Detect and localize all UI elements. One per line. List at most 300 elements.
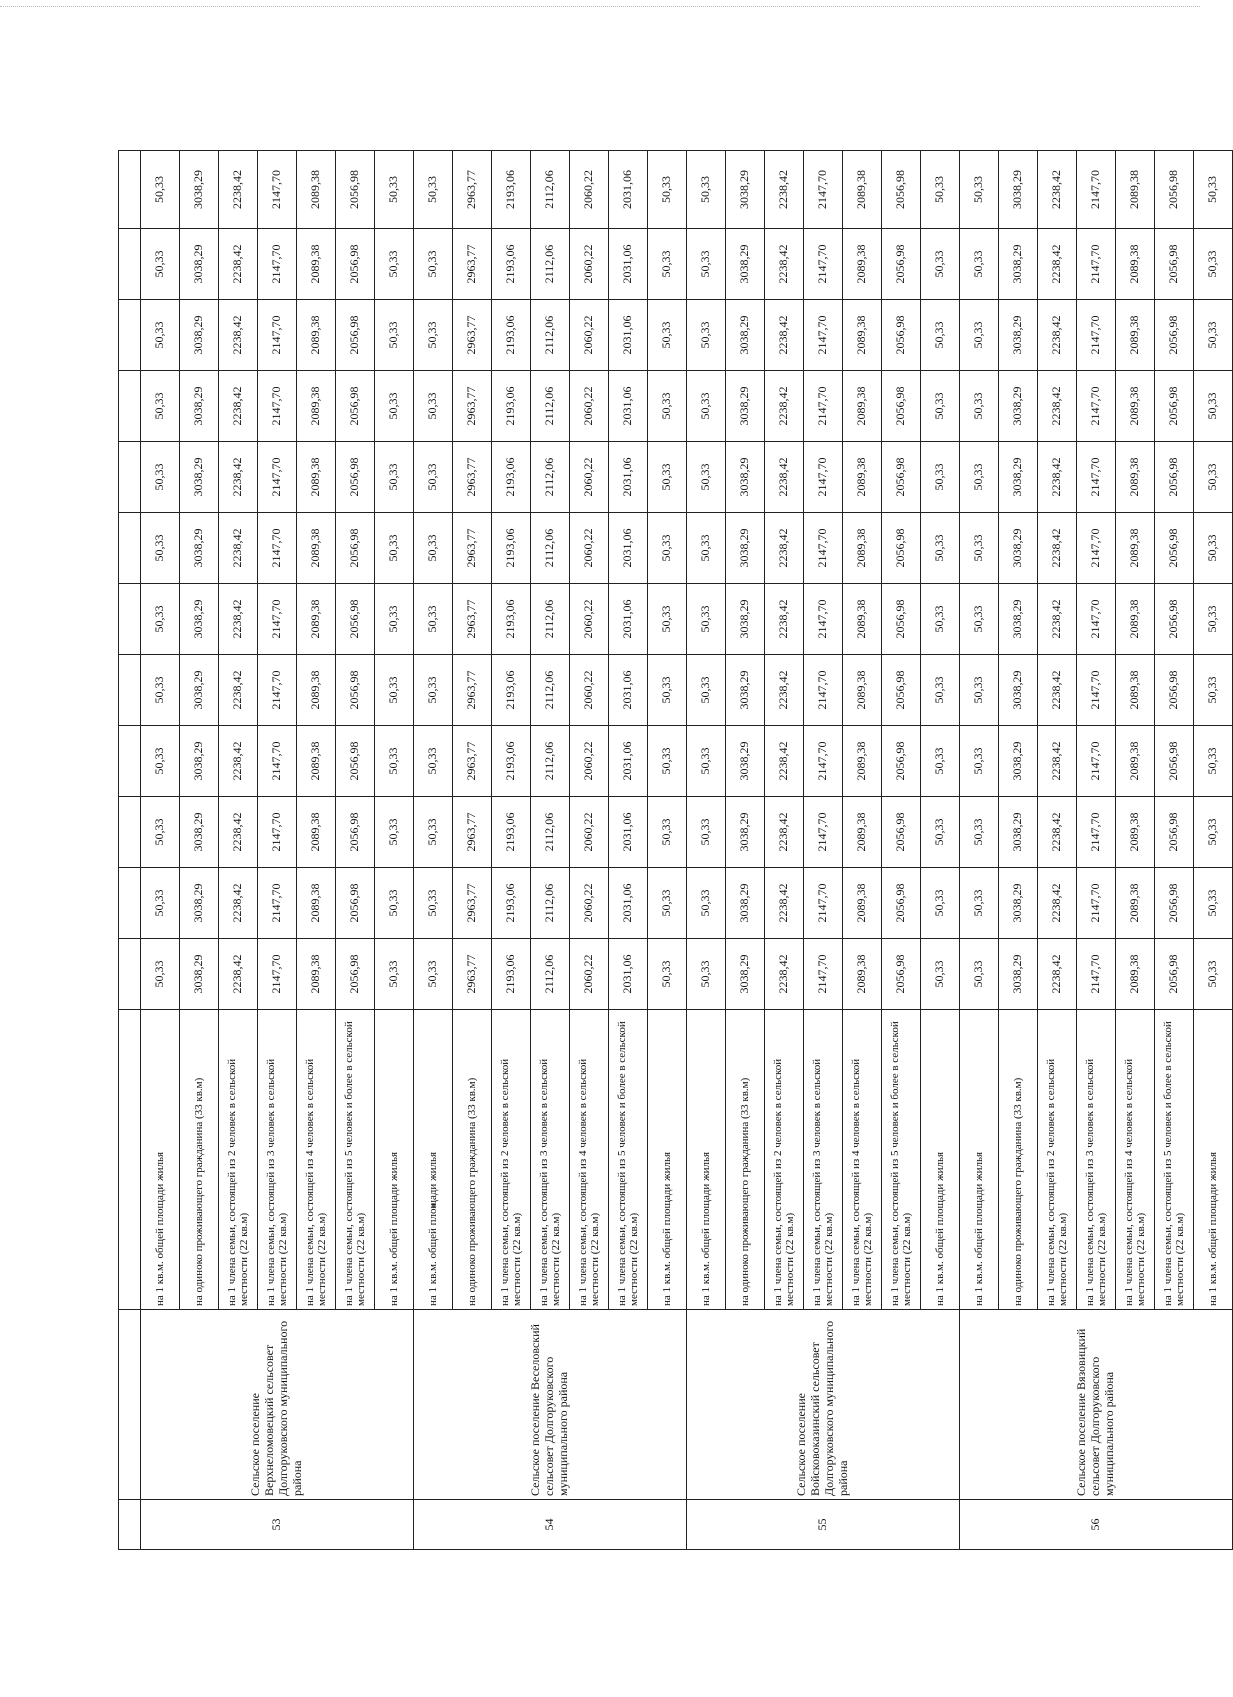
value-cell: 2056,98 <box>1155 371 1194 442</box>
value-cell: 50,33 <box>687 513 726 584</box>
value-cell: 2089,38 <box>843 939 882 1010</box>
value-cell: 50,33 <box>375 868 414 939</box>
value-cell: 2238,42 <box>1038 151 1077 229</box>
value-cell: 2238,42 <box>765 229 804 300</box>
value-cell: 50,33 <box>687 151 726 229</box>
value-cell: 50,33 <box>1194 513 1233 584</box>
value-cell: 2112,06 <box>531 229 570 300</box>
row-label: на 1 кв.м. общей площади жилья <box>687 1010 726 1310</box>
value-cell: 2238,42 <box>1038 584 1077 655</box>
value-cell: 3038,29 <box>180 371 219 442</box>
value-cell: 50,33 <box>648 726 687 797</box>
value-cell: 2089,38 <box>843 797 882 868</box>
value-cell: 2238,42 <box>219 513 258 584</box>
value-cell: 50,33 <box>414 300 453 371</box>
header-cell <box>119 1310 141 1500</box>
value-cell: 50,33 <box>921 797 960 868</box>
value-cell: 2089,38 <box>297 726 336 797</box>
header-cell <box>119 513 141 584</box>
row-number: 55 <box>687 1500 960 1550</box>
value-cell: 50,33 <box>414 868 453 939</box>
value-cell: 2193,06 <box>492 300 531 371</box>
value-cell: 2056,98 <box>882 868 921 939</box>
value-cell: 3038,29 <box>726 868 765 939</box>
value-cell: 50,33 <box>960 300 999 371</box>
row-number: 56 <box>960 1500 1233 1550</box>
value-cell: 2056,98 <box>1155 726 1194 797</box>
value-cell: 50,33 <box>648 655 687 726</box>
value-cell: 2238,42 <box>765 442 804 513</box>
value-cell: 50,33 <box>648 584 687 655</box>
row-label: на 1 члена семьи, состоящей из 5 человек и более в сельской местности (22 кв.м) <box>1155 1010 1194 1310</box>
value-cell: 3038,29 <box>180 868 219 939</box>
value-cell: 50,33 <box>648 797 687 868</box>
value-cell: 2031,06 <box>609 655 648 726</box>
value-cell: 50,33 <box>648 442 687 513</box>
value-cell: 3038,29 <box>726 151 765 229</box>
value-cell: 50,33 <box>414 797 453 868</box>
value-cell: 3038,29 <box>726 300 765 371</box>
value-cell: 2147,70 <box>1077 513 1116 584</box>
value-cell: 2147,70 <box>804 442 843 513</box>
value-cell: 3038,29 <box>999 584 1038 655</box>
value-cell: 2963,77 <box>453 868 492 939</box>
value-cell: 3038,29 <box>999 726 1038 797</box>
value-cell: 2089,38 <box>843 442 882 513</box>
value-cell: 2031,06 <box>609 371 648 442</box>
value-cell: 50,33 <box>414 442 453 513</box>
value-cell: 2147,70 <box>258 726 297 797</box>
value-cell: 2056,98 <box>882 229 921 300</box>
value-cell: 2147,70 <box>804 868 843 939</box>
value-cell: 50,33 <box>141 868 180 939</box>
value-cell: 50,33 <box>960 797 999 868</box>
value-cell: 50,33 <box>1194 868 1233 939</box>
value-cell: 2089,38 <box>843 513 882 584</box>
value-cell: 2147,70 <box>804 584 843 655</box>
value-cell: 3038,29 <box>180 229 219 300</box>
value-cell: 2238,42 <box>765 371 804 442</box>
row-label: на 1 члена семьи, состоящей из 5 человек и более в сельской местности (22 кв.м) <box>882 1010 921 1310</box>
value-cell: 2238,42 <box>219 939 258 1010</box>
value-cell: 50,33 <box>375 229 414 300</box>
value-cell: 2147,70 <box>1077 442 1116 513</box>
value-cell: 3038,29 <box>999 442 1038 513</box>
value-cell: 3038,29 <box>726 726 765 797</box>
value-cell: 2089,38 <box>843 300 882 371</box>
value-cell: 2112,06 <box>531 300 570 371</box>
value-cell: 2147,70 <box>1077 939 1116 1010</box>
value-cell: 2031,06 <box>609 868 648 939</box>
value-cell: 2963,77 <box>453 584 492 655</box>
row-label: на 1 члена семьи, состоящей из 3 человек в сельской местности (22 кв.м) <box>531 1010 570 1310</box>
value-cell: 2112,06 <box>531 584 570 655</box>
value-cell: 2089,38 <box>297 371 336 442</box>
value-cell: 2238,42 <box>1038 726 1077 797</box>
value-cell: 2056,98 <box>336 797 375 868</box>
value-cell: 50,33 <box>687 868 726 939</box>
value-cell: 50,33 <box>1194 442 1233 513</box>
value-cell: 2238,42 <box>765 868 804 939</box>
value-cell: 2060,22 <box>570 939 609 1010</box>
value-cell: 2238,42 <box>1038 371 1077 442</box>
row-label: на одиноко проживающего гражданина (33 кв.м) <box>999 1010 1038 1310</box>
value-cell: 2238,42 <box>765 939 804 1010</box>
value-cell: 50,33 <box>687 726 726 797</box>
value-cell: 2963,77 <box>453 726 492 797</box>
value-cell: 2056,98 <box>336 300 375 371</box>
value-cell: 50,33 <box>960 726 999 797</box>
value-cell: 2147,70 <box>258 655 297 726</box>
value-cell: 3038,29 <box>180 151 219 229</box>
value-cell: 2238,42 <box>219 151 258 229</box>
value-cell: 2056,98 <box>1155 939 1194 1010</box>
value-cell: 2238,42 <box>219 371 258 442</box>
row-label: на 1 кв.м. общей площади жилья <box>375 1010 414 1310</box>
value-cell: 2089,38 <box>1116 151 1155 229</box>
value-cell: 2193,06 <box>492 151 531 229</box>
tariff-table <box>118 150 1233 1550</box>
value-cell: 50,33 <box>921 300 960 371</box>
value-cell: 2963,77 <box>453 371 492 442</box>
value-cell: 3038,29 <box>999 229 1038 300</box>
value-cell: 2056,98 <box>1155 300 1194 371</box>
value-cell: 3038,29 <box>999 868 1038 939</box>
value-cell: 50,33 <box>921 229 960 300</box>
value-cell: 2963,77 <box>453 513 492 584</box>
value-cell: 2089,38 <box>297 300 336 371</box>
value-cell: 2031,06 <box>609 797 648 868</box>
value-cell: 2147,70 <box>258 513 297 584</box>
value-cell: 2056,98 <box>882 726 921 797</box>
value-cell: 50,33 <box>921 939 960 1010</box>
value-cell: 2147,70 <box>804 797 843 868</box>
value-cell: 2056,98 <box>336 229 375 300</box>
header-cell <box>119 655 141 726</box>
value-cell: 2089,38 <box>843 229 882 300</box>
settlement-name: Сельское поселение Вязовицкий сельсовет Долгоруковского муниципального района <box>960 1310 1233 1500</box>
value-cell: 50,33 <box>687 584 726 655</box>
row-label: на одиноко проживающего гражданина (33 кв.м) <box>453 1010 492 1310</box>
value-cell: 2238,42 <box>1038 442 1077 513</box>
row-label: на 1 члена семьи, состоящей из 4 человек в сельской местности (22 кв.м) <box>1116 1010 1155 1310</box>
value-cell: 50,33 <box>141 513 180 584</box>
value-cell: 50,33 <box>648 868 687 939</box>
row-label: на 1 члена семьи, состоящей из 4 человек в сельской местности (22 кв.м) <box>843 1010 882 1310</box>
value-cell: 2056,98 <box>336 442 375 513</box>
value-cell: 2147,70 <box>258 300 297 371</box>
value-cell: 2089,38 <box>297 868 336 939</box>
value-cell: 50,33 <box>375 300 414 371</box>
table-row <box>141 151 180 1550</box>
value-cell: 2089,38 <box>1116 371 1155 442</box>
header-cell <box>119 1010 141 1310</box>
value-cell: 50,33 <box>648 300 687 371</box>
value-cell: 3038,29 <box>999 939 1038 1010</box>
header-cell <box>119 939 141 1010</box>
value-cell: 2147,70 <box>1077 300 1116 371</box>
value-cell: 50,33 <box>1194 371 1233 442</box>
value-cell: 50,33 <box>960 868 999 939</box>
value-cell: 2056,98 <box>882 151 921 229</box>
value-cell: 2056,98 <box>882 300 921 371</box>
scan-edge-line <box>0 6 1200 7</box>
value-cell: 2238,42 <box>219 726 258 797</box>
value-cell: 50,33 <box>141 300 180 371</box>
table-row <box>687 151 726 1550</box>
value-cell: 2089,38 <box>297 513 336 584</box>
row-number: 54 <box>414 1500 687 1550</box>
value-cell: 2056,98 <box>1155 229 1194 300</box>
value-cell: 3038,29 <box>999 655 1038 726</box>
value-cell: 50,33 <box>375 442 414 513</box>
value-cell: 2238,42 <box>1038 300 1077 371</box>
value-cell: 2060,22 <box>570 797 609 868</box>
value-cell: 2193,06 <box>492 655 531 726</box>
row-label: на 1 кв.м. общей площади жилья <box>414 1010 453 1310</box>
value-cell: 2147,70 <box>258 797 297 868</box>
value-cell: 2089,38 <box>1116 939 1155 1010</box>
value-cell: 2238,42 <box>1038 513 1077 584</box>
value-cell: 2238,42 <box>219 797 258 868</box>
value-cell: 2238,42 <box>765 584 804 655</box>
row-label: на 1 члена семьи, состоящей из 2 человек в сельской местности (22 кв.м) <box>219 1010 258 1310</box>
value-cell: 50,33 <box>375 513 414 584</box>
header-cell <box>119 868 141 939</box>
value-cell: 2089,38 <box>1116 584 1155 655</box>
value-cell: 2963,77 <box>453 300 492 371</box>
value-cell: 2031,06 <box>609 726 648 797</box>
value-cell: 50,33 <box>1194 726 1233 797</box>
value-cell: 3038,29 <box>726 371 765 442</box>
header-cell <box>119 584 141 655</box>
header-cell <box>119 151 141 229</box>
row-label: на 1 члена семьи, состоящей из 2 человек в сельской местности (22 кв.м) <box>492 1010 531 1310</box>
value-cell: 2056,98 <box>336 513 375 584</box>
value-cell: 50,33 <box>414 655 453 726</box>
row-label: на 1 члена семьи, состоящей из 3 человек в сельской местности (22 кв.м) <box>804 1010 843 1310</box>
value-cell: 50,33 <box>414 513 453 584</box>
value-cell: 50,33 <box>414 151 453 229</box>
value-cell: 2963,77 <box>453 151 492 229</box>
value-cell: 2147,70 <box>1077 229 1116 300</box>
row-label: на одиноко проживающего гражданина (33 кв.м) <box>726 1010 765 1310</box>
value-cell: 50,33 <box>141 371 180 442</box>
value-cell: 50,33 <box>414 584 453 655</box>
value-cell: 3038,29 <box>999 513 1038 584</box>
value-cell: 50,33 <box>687 939 726 1010</box>
value-cell: 2112,06 <box>531 371 570 442</box>
value-cell: 50,33 <box>414 939 453 1010</box>
value-cell: 50,33 <box>375 939 414 1010</box>
value-cell: 50,33 <box>141 726 180 797</box>
value-cell: 3038,29 <box>180 300 219 371</box>
value-cell: 50,33 <box>960 442 999 513</box>
value-cell: 50,33 <box>921 151 960 229</box>
value-cell: 50,33 <box>1194 151 1233 229</box>
value-cell: 3038,29 <box>726 584 765 655</box>
value-cell: 50,33 <box>921 371 960 442</box>
header-row <box>119 151 141 1550</box>
value-cell: 2089,38 <box>297 939 336 1010</box>
value-cell: 2056,98 <box>336 584 375 655</box>
value-cell: 2112,06 <box>531 655 570 726</box>
value-cell: 2056,98 <box>882 513 921 584</box>
value-cell: 2147,70 <box>804 513 843 584</box>
value-cell: 2147,70 <box>804 229 843 300</box>
value-cell: 2238,42 <box>1038 939 1077 1010</box>
value-cell: 3038,29 <box>180 939 219 1010</box>
value-cell: 3038,29 <box>999 371 1038 442</box>
value-cell: 2089,38 <box>1116 868 1155 939</box>
value-cell: 2112,06 <box>531 726 570 797</box>
value-cell: 2238,42 <box>765 797 804 868</box>
value-cell: 2060,22 <box>570 726 609 797</box>
value-cell: 2031,06 <box>609 151 648 229</box>
value-cell: 2238,42 <box>765 300 804 371</box>
value-cell: 50,33 <box>1194 797 1233 868</box>
value-cell: 2238,42 <box>219 442 258 513</box>
value-cell: 2238,42 <box>219 868 258 939</box>
value-cell: 2056,98 <box>336 151 375 229</box>
value-cell: 3038,29 <box>726 442 765 513</box>
value-cell: 50,33 <box>921 655 960 726</box>
value-cell: 2089,38 <box>843 726 882 797</box>
value-cell: 50,33 <box>414 229 453 300</box>
value-cell: 2193,06 <box>492 726 531 797</box>
value-cell: 2089,38 <box>1116 726 1155 797</box>
value-cell: 50,33 <box>687 655 726 726</box>
value-cell: 50,33 <box>648 151 687 229</box>
value-cell: 50,33 <box>375 371 414 442</box>
row-label: на 1 члена семьи, состоящей из 4 человек в сельской местности (22 кв.м) <box>297 1010 336 1310</box>
settlement-name: Сельское поселение Верхнеломовецкий сельсовет Долгоруковского муниципального района <box>141 1310 414 1500</box>
value-cell: 2031,06 <box>609 442 648 513</box>
value-cell: 2056,98 <box>1155 584 1194 655</box>
value-cell: 2147,70 <box>258 151 297 229</box>
value-cell: 2060,22 <box>570 151 609 229</box>
value-cell: 2963,77 <box>453 797 492 868</box>
value-cell: 2112,06 <box>531 797 570 868</box>
table-body <box>119 151 1233 1550</box>
value-cell: 50,33 <box>648 939 687 1010</box>
value-cell: 3038,29 <box>726 513 765 584</box>
row-label: на 1 члена семьи, состоящей из 3 человек в сельской местности (22 кв.м) <box>258 1010 297 1310</box>
value-cell: 50,33 <box>960 584 999 655</box>
value-cell: 50,33 <box>687 797 726 868</box>
settlement-name: Сельское поселение Войсковоказинский сельсовет Долгоруковского муниципального района <box>687 1310 960 1500</box>
value-cell: 2147,70 <box>1077 726 1116 797</box>
value-cell: 2147,70 <box>258 442 297 513</box>
value-cell: 50,33 <box>141 442 180 513</box>
value-cell: 2089,38 <box>297 442 336 513</box>
value-cell: 2056,98 <box>1155 442 1194 513</box>
value-cell: 2089,38 <box>1116 229 1155 300</box>
value-cell: 2089,38 <box>843 655 882 726</box>
value-cell: 2193,06 <box>492 513 531 584</box>
value-cell: 50,33 <box>141 229 180 300</box>
value-cell: 50,33 <box>960 513 999 584</box>
value-cell: 2089,38 <box>843 371 882 442</box>
rotated-table-wrapper <box>118 150 1220 1550</box>
value-cell: 50,33 <box>648 513 687 584</box>
row-label: на 1 члена семьи, состоящей из 2 человек в сельской местности (22 кв.м) <box>1038 1010 1077 1310</box>
value-cell: 2147,70 <box>804 371 843 442</box>
value-cell: 2147,70 <box>804 726 843 797</box>
value-cell: 2147,70 <box>258 939 297 1010</box>
table-row <box>414 151 453 1550</box>
value-cell: 2147,70 <box>1077 151 1116 229</box>
value-cell: 2056,98 <box>882 797 921 868</box>
value-cell: 50,33 <box>375 655 414 726</box>
value-cell: 50,33 <box>921 513 960 584</box>
value-cell: 3038,29 <box>999 300 1038 371</box>
row-number: 53 <box>141 1500 414 1550</box>
value-cell: 2147,70 <box>258 584 297 655</box>
value-cell: 50,33 <box>375 726 414 797</box>
value-cell: 3038,29 <box>180 726 219 797</box>
value-cell: 2238,42 <box>219 584 258 655</box>
value-cell: 2963,77 <box>453 939 492 1010</box>
value-cell: 50,33 <box>960 371 999 442</box>
value-cell: 2238,42 <box>219 300 258 371</box>
value-cell: 50,33 <box>960 229 999 300</box>
header-cell <box>119 797 141 868</box>
value-cell: 2056,98 <box>882 939 921 1010</box>
value-cell: 50,33 <box>1194 229 1233 300</box>
value-cell: 3038,29 <box>180 655 219 726</box>
value-cell: 2238,42 <box>765 655 804 726</box>
value-cell: 50,33 <box>687 300 726 371</box>
row-label: на одиноко проживающего гражданина (33 кв.м) <box>180 1010 219 1310</box>
value-cell: 50,33 <box>141 797 180 868</box>
value-cell: 2089,38 <box>1116 797 1155 868</box>
value-cell: 50,33 <box>921 868 960 939</box>
value-cell: 2147,70 <box>1077 655 1116 726</box>
value-cell: 2089,38 <box>297 151 336 229</box>
value-cell: 50,33 <box>648 229 687 300</box>
value-cell: 2056,98 <box>336 726 375 797</box>
value-cell: 2056,98 <box>1155 655 1194 726</box>
value-cell: 2056,98 <box>882 584 921 655</box>
value-cell: 2031,06 <box>609 300 648 371</box>
value-cell: 2089,38 <box>1116 655 1155 726</box>
value-cell: 50,33 <box>141 151 180 229</box>
value-cell: 2060,22 <box>570 513 609 584</box>
value-cell: 2193,06 <box>492 868 531 939</box>
value-cell: 2238,42 <box>219 655 258 726</box>
value-cell: 2147,70 <box>804 151 843 229</box>
value-cell: 50,33 <box>960 151 999 229</box>
value-cell: 2060,22 <box>570 442 609 513</box>
value-cell: 50,33 <box>687 442 726 513</box>
value-cell: 3038,29 <box>180 797 219 868</box>
value-cell: 2089,38 <box>843 584 882 655</box>
value-cell: 50,33 <box>1194 939 1233 1010</box>
value-cell: 50,33 <box>375 584 414 655</box>
row-label: на 1 кв.м. общей площади жилья <box>648 1010 687 1310</box>
value-cell: 2147,70 <box>1077 371 1116 442</box>
value-cell: 50,33 <box>648 371 687 442</box>
value-cell: 50,33 <box>921 726 960 797</box>
value-cell: 2112,06 <box>531 513 570 584</box>
value-cell: 2056,98 <box>882 371 921 442</box>
value-cell: 50,33 <box>141 655 180 726</box>
value-cell: 3038,29 <box>999 151 1038 229</box>
value-cell: 50,33 <box>1194 300 1233 371</box>
value-cell: 2089,38 <box>1116 442 1155 513</box>
value-cell: 2193,06 <box>492 939 531 1010</box>
